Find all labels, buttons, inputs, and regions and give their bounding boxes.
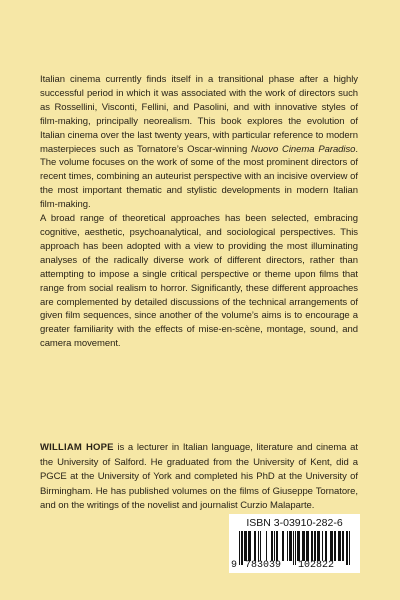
author-name: WILLIAM HOPE bbox=[40, 442, 114, 453]
barcode-bar bbox=[258, 531, 259, 561]
barcode-bar bbox=[260, 531, 261, 561]
book-blurb bbox=[40, 73, 358, 351]
barcode-bar bbox=[308, 531, 309, 561]
barcode-bar bbox=[282, 531, 283, 561]
isbn-label: ISBN 3-03910-282-6 bbox=[246, 517, 343, 529]
barcode-bar bbox=[318, 531, 319, 561]
barcode-bar bbox=[335, 531, 336, 561]
isbn-barcode-box bbox=[229, 514, 360, 573]
barcode-right-group: 102822 bbox=[298, 560, 335, 571]
film-title: Nuovo Cinema Paradiso bbox=[251, 143, 356, 155]
barcode-bar bbox=[315, 531, 316, 561]
blurb-paragraph-1-end: . The volume focuses on the work of some of the most prominent directors of recent times, combining an auteurist perspective with an incisive overview of the most important thematic and stylistic developments in modern Italian film-making. bbox=[40, 143, 359, 211]
barcode-bar bbox=[250, 531, 251, 561]
blurb-paragraph-1 bbox=[40, 73, 358, 212]
barcode-bar bbox=[254, 531, 255, 561]
blurb-paragraph-2: A broad range of theoretical approaches has been selected, embracing cognitive, aesthetic, psychoanalytical, and sociological perspectives. This approach has been adopted with a view to providing the most illuminating analyses of the radically diverse work of different directors, rather than attempting to impose a single critical perspective or theme upon films that range from social realism to horror. Significantly, these different approaches are complemented by detailed discussions of the technical arrangements of given film sequences, since another of the volume’s aims is to encourage a greater familiarity with the effects of mise-en-scène, montage, sound, and camera movement. bbox=[40, 213, 358, 350]
barcode-bar bbox=[290, 531, 291, 561]
barcode-bar bbox=[276, 531, 277, 561]
barcode-bar bbox=[299, 531, 300, 561]
barcode-bar bbox=[272, 531, 273, 561]
author-bio bbox=[40, 441, 358, 514]
author-bio-text: is a lecturer in Italian language, literature and cinema at the University of Salford. He graduated from the University of Kent, did a PGCE at the University of York and completed his PhD at the University of Birmingham. He has published volumes on the films of Giuseppe Tornatore, and on the writings of the novelist and journalist Curzio Malaparte. bbox=[40, 442, 358, 512]
barcode-left-group: 783039 bbox=[245, 560, 282, 571]
barcode-bar bbox=[274, 531, 275, 561]
barcode-bar bbox=[339, 531, 340, 561]
barcode-bar bbox=[322, 531, 323, 561]
barcode-bar bbox=[331, 531, 332, 561]
barcode-digits bbox=[229, 560, 360, 572]
barcode-bar bbox=[266, 531, 267, 561]
barcode-bar bbox=[287, 531, 288, 561]
barcode bbox=[239, 531, 350, 561]
barcode-bar bbox=[311, 531, 312, 561]
blurb-paragraph-1-text: Italian cinema currently finds itself in a transitional phase after a highly successful period in which it was associated with the work of directors such as Rossellini, Visconti, Fellini, and Pasolini, and with innovative styles of film-making, principally neorealism. This book explores the evolution of Italian cinema over the last twenty years, with particular reference to modern masterpieces such as Tornatore’s Oscar-winning bbox=[40, 74, 358, 155]
barcode-bar bbox=[246, 531, 247, 561]
barcode-bar bbox=[325, 531, 326, 561]
barcode-bar bbox=[343, 531, 344, 561]
barcode-bar bbox=[303, 531, 304, 561]
barcode-first-digit: 9 bbox=[231, 560, 238, 571]
